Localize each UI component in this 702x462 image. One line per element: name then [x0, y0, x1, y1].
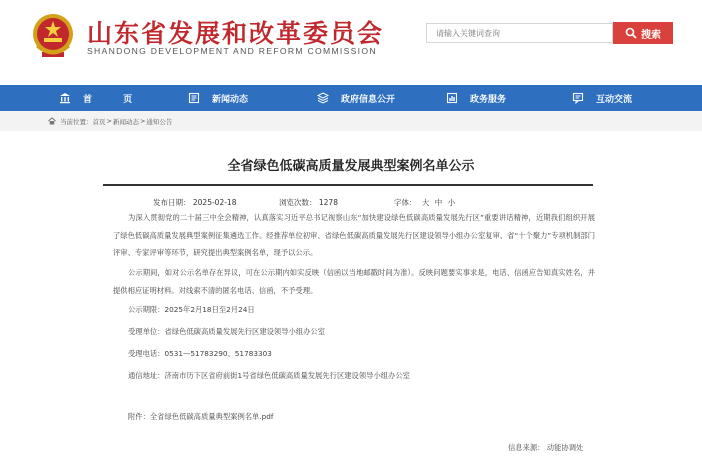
breadcrumb-prefix: 当前位置：: [60, 117, 93, 126]
receiving-phone: 受理电话：0531—51783290、51783303: [128, 349, 272, 358]
attachment-line: [128, 412, 274, 422]
breadcrumb-separator: >: [106, 117, 112, 125]
breadcrumb-separator: >: [139, 117, 146, 125]
home-icon: [48, 117, 56, 125]
nav-label-news: 新闻动态: [212, 94, 249, 105]
attachment-link[interactable]: 全省绿色低碳高质量典型案例名单.pdf: [149, 412, 274, 421]
receiving-unit: 受理单位：省绿色低碳高质量发展先行区建设领导小组办公室: [128, 327, 326, 336]
search-button-label: 搜索: [641, 29, 661, 41]
publicity-period: 公示期限：2025年2月18日至2月24日: [128, 305, 255, 314]
nav-label-interaction: 互动交流: [596, 94, 633, 105]
publish-date: 发布日期： 2025-02-18: [153, 198, 237, 207]
breadcrumb-notices[interactable]: 通知公告: [146, 117, 173, 126]
site-title: 山东省发展和改革委员会: [87, 19, 385, 48]
article-paragraph: 为深入贯彻党的二十届三中全会精神，认真落实习近平总书记视察山东“加快建设绿色低碳高质量发展先行区”重要讲话精神，近期我们组织开展了绿色低碳高质量发展典型案例征集遴选工作。经推荐单位初审、省绿色低碳高质量发展先行区建设领导小组办公室复审、省“十个聚力”专项机制部门评审、专家评审等环节，研究提出典型案例名单，现予以公示。: [113, 213, 595, 257]
chart-icon: [446, 92, 458, 104]
bank-icon: [59, 92, 71, 104]
nav-item-services[interactable]: [446, 85, 506, 111]
mailing-address: 通信地址：济南市历下区省府前街1号省绿色低碳高质量发展先行区建设领导小组办公室: [128, 371, 410, 380]
article-paragraph: 公示期间，如对公示名单存在异议，可在公示期内如实反映（信函以当地邮戳时间为准）。反映问题要实事求是，电话、信函应告知真实姓名，并提供相应证明材料。对线索不清的匿名电话、信函，不予受理。: [113, 268, 595, 295]
main-nav: [0, 85, 702, 111]
nav-item-interaction[interactable]: [572, 85, 632, 111]
attachment-prefix: 附件：: [128, 412, 150, 421]
site-subtitle: SHANDONG DEVELOPMENT AND REFORM COMMISSION: [87, 46, 377, 56]
view-count: 浏览次数： 1278: [279, 198, 338, 207]
font-size-small[interactable]: 小: [447, 198, 456, 207]
title-divider: [103, 184, 593, 186]
nav-item-home[interactable]: [59, 85, 146, 111]
nav-label-gov-info: 政府信息公开: [341, 94, 396, 105]
search-icon: [625, 27, 637, 39]
font-size-label: 字体：: [394, 198, 417, 207]
nav-item-news[interactable]: [188, 85, 248, 111]
search-input[interactable]: [426, 23, 613, 43]
chat-icon: [572, 92, 584, 104]
national-emblem-icon: [31, 12, 75, 60]
breadcrumb-home[interactable]: 首页: [92, 117, 106, 126]
info-source: 信息来源： 动能协调处: [508, 443, 584, 452]
search-button[interactable]: [613, 22, 673, 44]
font-size-control: [394, 197, 455, 208]
nav-label-services: 政务服务: [470, 94, 507, 105]
font-size-large[interactable]: 大: [421, 198, 430, 207]
site-header: [0, 0, 702, 85]
layers-icon: [317, 92, 329, 104]
nav-label-home: 首 页: [83, 94, 147, 105]
font-size-medium[interactable]: 中: [434, 198, 443, 207]
newspaper-icon: [188, 92, 200, 104]
nav-item-gov-info[interactable]: [317, 85, 395, 111]
breadcrumb: [0, 111, 702, 131]
article-title: 全省绿色低碳高质量发展典型案例名单公示: [227, 159, 475, 174]
breadcrumb-news[interactable]: 新闻动态: [112, 117, 139, 126]
